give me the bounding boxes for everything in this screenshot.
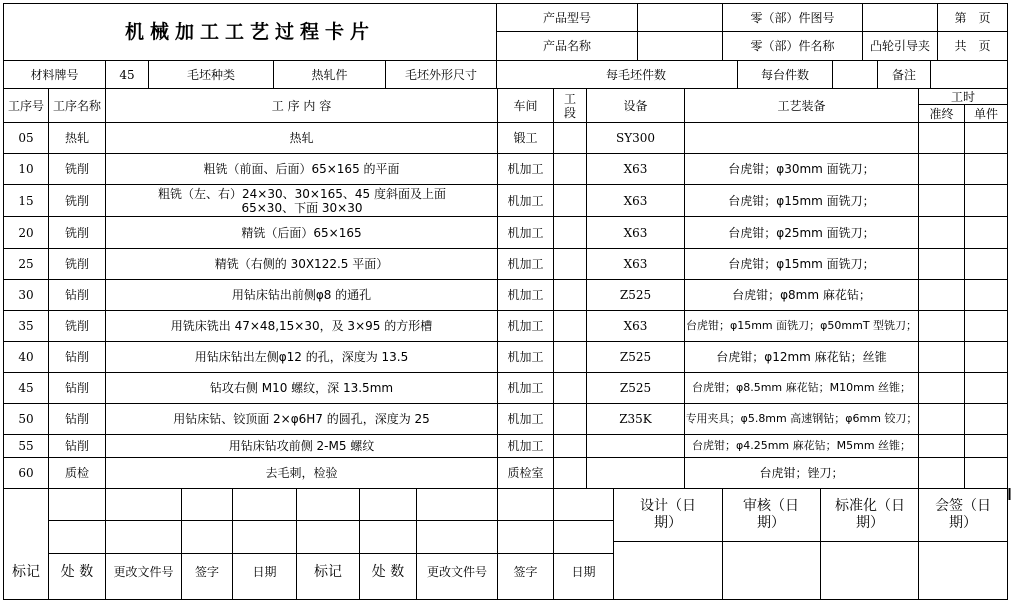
op-equipment xyxy=(587,435,684,457)
total-pages-label: 共 页 xyxy=(954,39,991,53)
revision-doc-no-label: 更改文件号 xyxy=(113,565,174,579)
op-name: 铣削 xyxy=(64,225,89,240)
revision-doc-no-label-2: 更改文件号 xyxy=(426,565,487,579)
op-no: 10 xyxy=(18,162,34,176)
product-name-value[interactable] xyxy=(638,32,722,60)
op-no: 60 xyxy=(18,466,34,480)
op-equipment xyxy=(587,458,684,488)
per-unit-label: 每台件数 xyxy=(760,67,809,82)
op-content: 精铣（右侧的 30X122.5 平面） xyxy=(214,257,389,271)
op-workshop: 机加工 xyxy=(507,162,544,176)
design-date-label: 设计（日期） xyxy=(640,498,696,531)
op-name: 钻削 xyxy=(64,381,89,395)
op-tooling: 台虎钳；φ25mm 面铣刀； xyxy=(728,225,875,240)
part-drawing-value[interactable] xyxy=(863,4,937,31)
header-time: 工时 xyxy=(950,89,975,104)
op-equipment: SY300 xyxy=(615,131,656,145)
revision-sign-label-2: 签字 xyxy=(513,565,538,579)
blank-type-value: 热轧件 xyxy=(311,67,348,82)
op-workshop: 机加工 xyxy=(507,350,544,364)
op-tooling: 台虎钳；φ15mm 面铣刀； xyxy=(728,257,875,271)
op-content: 用钻床钻出左侧φ12 的孔，深度为 13.5 xyxy=(194,350,409,364)
op-no: 35 xyxy=(18,319,34,333)
part-name-label: 零（部）件名称 xyxy=(750,39,835,53)
op-equipment: X63 xyxy=(623,193,648,208)
part-name-value: 凸轮引导夹 xyxy=(869,39,930,53)
product-model-value[interactable] xyxy=(638,4,722,31)
op-name: 热轧 xyxy=(64,131,89,145)
op-no: 30 xyxy=(18,288,34,302)
op-no: 55 xyxy=(18,439,34,453)
material-grade-value: 45 xyxy=(119,67,135,82)
op-name: 钻削 xyxy=(64,350,89,364)
blank-type-label: 毛坯种类 xyxy=(186,67,235,82)
op-content: 用钻床钻攻前侧 2-M5 螺纹 xyxy=(228,439,375,453)
revision-mark-label-2: 标记 xyxy=(314,563,342,580)
op-tooling: 台虎钳；φ8.5mm 麻花钻；M10mm 丝锥； xyxy=(691,381,912,394)
header-op-content: 工 序 内 容 xyxy=(271,98,332,113)
op-workshop: 机加工 xyxy=(507,319,544,333)
op-tooling: 台虎钳；φ30mm 面铣刀； xyxy=(728,162,875,176)
remark-label: 备注 xyxy=(891,67,916,82)
op-workshop: 机加工 xyxy=(507,412,544,426)
op-tooling: 台虎钳；φ4.25mm 麻花钻；M5mm 丝锥； xyxy=(691,439,912,452)
op-tooling: 台虎钳；锉刀； xyxy=(759,466,844,480)
review-date-label: 审核（日期） xyxy=(743,498,799,531)
op-content: 粗铣（前面、后面）65×165 的平面 xyxy=(203,162,400,176)
op-tooling: 专用夹具；φ5.8mm 高速钢钻；φ6mm 铰刀； xyxy=(685,412,918,425)
op-content: 钻攻右侧 M10 螺纹，深 13.5mm xyxy=(209,381,394,395)
op-no: 05 xyxy=(18,131,34,145)
part-drawing-label: 零（部）件图号 xyxy=(750,10,835,25)
op-equipment: X63 xyxy=(623,225,648,240)
op-workshop: 机加工 xyxy=(507,225,544,240)
revision-count-label-2: 处 数 xyxy=(371,563,405,580)
op-equipment: Z525 xyxy=(619,381,652,395)
op-workshop: 机加工 xyxy=(507,288,544,302)
per-blank-label: 每毛坯件数 xyxy=(605,67,666,82)
card-title: 机械加工工艺过程卡片 xyxy=(124,21,375,43)
op-workshop: 机加工 xyxy=(507,439,544,453)
op-tooling: 台虎钳；φ15mm 面铣刀； xyxy=(728,193,875,208)
op-content: 用钻床钻出前侧φ8 的通孔 xyxy=(231,288,372,302)
op-name: 钻削 xyxy=(64,288,89,302)
op-name: 铣削 xyxy=(64,319,89,333)
op-equipment: X63 xyxy=(623,257,648,271)
op-no: 40 xyxy=(18,350,34,364)
op-equipment: Z525 xyxy=(619,350,652,364)
op-no: 50 xyxy=(18,412,34,426)
op-no: 25 xyxy=(18,257,34,271)
revision-date-label-2: 日期 xyxy=(571,565,596,579)
op-tooling: 台虎钳；φ15mm 面铣刀；φ50mmT 型铣刀； xyxy=(685,319,918,332)
op-content: 用钻床钻、铰顶面 2×φ6H7 的圆孔，深度为 25 xyxy=(173,412,430,426)
op-equipment: X63 xyxy=(623,319,648,333)
op-workshop: 锻工 xyxy=(513,131,538,145)
op-name: 钻削 xyxy=(64,439,89,453)
revision-sign-label: 签字 xyxy=(194,565,219,579)
op-content: 粗铣（左、右）24×30、30×165、45 度斜面及上面 65×30、下面 30×30 xyxy=(158,186,446,215)
op-content: 去毛刺，检验 xyxy=(265,466,338,480)
revision-date-label: 日期 xyxy=(252,565,277,579)
header-workshop: 车间 xyxy=(513,98,538,113)
op-workshop: 质检室 xyxy=(507,466,544,480)
revision-mark-label: 标记 xyxy=(12,563,40,580)
header-op-name: 工序名称 xyxy=(53,98,102,113)
op-content: 热轧 xyxy=(289,131,314,145)
revision-count-label: 处 数 xyxy=(60,563,94,580)
op-tooling: 台虎钳；φ12mm 麻花钻；丝锥 xyxy=(716,350,887,364)
op-workshop: 机加工 xyxy=(507,193,544,208)
op-tooling xyxy=(685,123,918,153)
header-op-no: 工序号 xyxy=(8,98,45,113)
product-model-label: 产品型号 xyxy=(542,10,591,25)
op-workshop: 机加工 xyxy=(507,381,544,395)
op-tooling: 台虎钳；φ8mm 麻花钻； xyxy=(732,288,871,302)
op-equipment: Z35K xyxy=(619,412,652,426)
op-content: 用铣床铣出 47×48,15×30，及 3×95 的方形槽 xyxy=(170,319,433,333)
op-name: 铣削 xyxy=(64,257,89,271)
op-name: 质检 xyxy=(64,466,89,480)
op-workshop: 机加工 xyxy=(507,257,544,271)
blank-size-label: 毛坯外形尺寸 xyxy=(404,67,477,82)
page-label: 第 页 xyxy=(954,10,991,25)
header-section: 工段 xyxy=(563,91,576,120)
standardization-date-label: 标准化（日期） xyxy=(835,498,905,531)
op-no: 20 xyxy=(18,225,34,240)
op-equipment: Z525 xyxy=(619,288,652,302)
material-grade-label: 材料牌号 xyxy=(30,67,79,82)
header-tooling: 工艺装备 xyxy=(777,98,826,113)
product-name-label: 产品名称 xyxy=(542,39,591,53)
op-no: 15 xyxy=(18,193,34,208)
op-name: 钻削 xyxy=(64,412,89,426)
op-equipment: X63 xyxy=(623,162,648,176)
header-unit-time: 单件 xyxy=(973,106,998,121)
header-prep-time: 准终 xyxy=(929,106,954,121)
op-no: 45 xyxy=(18,381,34,395)
op-name: 铣削 xyxy=(64,162,89,176)
header-equipment: 设备 xyxy=(623,98,648,113)
op-name: 铣削 xyxy=(64,193,89,208)
countersign-date-label: 会签（日期） xyxy=(935,498,991,531)
op-content: 精铣（后面）65×165 xyxy=(241,225,362,240)
